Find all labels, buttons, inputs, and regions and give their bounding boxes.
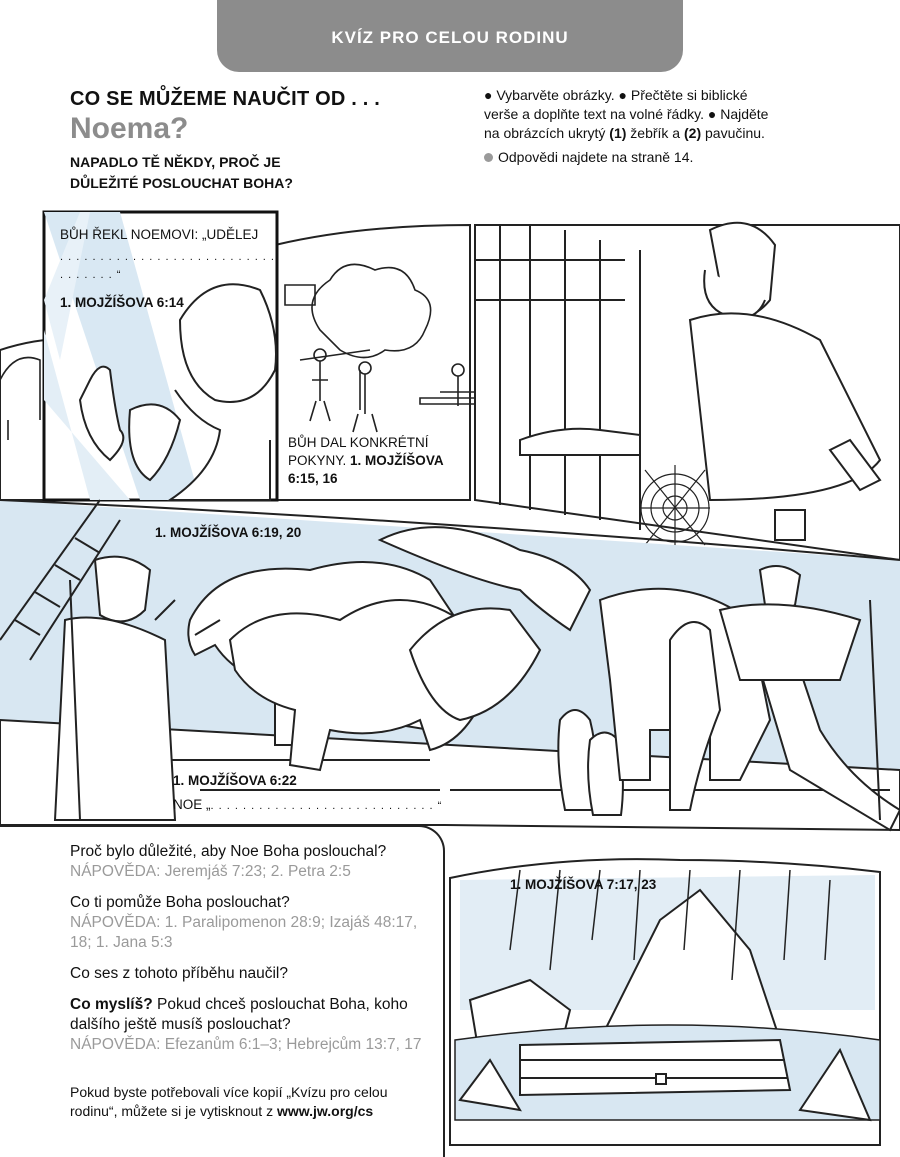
instr-text: pavučinu.	[701, 125, 765, 141]
quiz-hint: NÁPOVĚDA: 1. Paralipomenon 28:9; Izajáš 48:17, 18; 1. Jana 5:3	[70, 914, 418, 951]
quiz-question: Co ti pomůže Boha poslouchat?	[70, 894, 290, 911]
fill-in-blank-1[interactable]: . . . . . . . . . . . . . . . . . . . . . . . . . . . . . . . . . . “	[60, 251, 275, 281]
quiz-hint: NÁPOVĚDA: Efezanům 6:1–3; Hebrejcům 13:7, 17	[70, 1036, 422, 1053]
answers-note-text: Odpovědi najdete na straně 14.	[498, 149, 694, 165]
scene-label-7-17	[510, 876, 656, 894]
subtitle-line1: NAPADLO TĚ NĚKDY, PROČ JE	[70, 154, 281, 170]
instr-num-1: (1)	[609, 125, 627, 141]
instructions-scene-label	[288, 434, 468, 488]
scripture-ref-6-19: 1. MOJŽÍŠOVA 6:19, 20	[155, 525, 302, 540]
scene-label-6-19	[155, 524, 301, 542]
scripture-ref-7-17: 1. MOJŽÍŠOVA 7:17, 23	[510, 877, 657, 892]
bullet-dot-icon	[484, 153, 493, 162]
quiz-hint: NÁPOVĚDA: Jeremjáš 7:23; 2. Petra 2:5	[70, 863, 351, 880]
instructions-line2: verše a doplňte text na volné řádky. ● Najděte	[484, 106, 769, 122]
quiz-question-bold: Co myslíš?	[70, 996, 153, 1013]
scripture-ref-6-15-a: 1. MOJŽÍŠOVA	[350, 453, 444, 468]
subtitle-line2: DŮLEŽITÉ POSLOUCHAT BOHA?	[70, 175, 293, 191]
header-tab-label: KVÍZ PRO CELOU RODINU	[331, 28, 569, 47]
quiz-question: Co ses z tohoto příběhu naučil?	[70, 965, 288, 982]
scripture-ref-6-14: 1. MOJŽÍŠOVA 6:14	[60, 295, 184, 310]
ark-boat-drawing	[520, 1040, 790, 1095]
instructions	[484, 86, 814, 143]
header-tab	[217, 0, 683, 72]
instr-num-2: (2)	[684, 125, 702, 141]
title-block	[70, 88, 430, 194]
quiz-item	[70, 893, 440, 953]
spider-web-drawing	[640, 465, 710, 550]
quiz-questions	[70, 842, 440, 1066]
page-subtitle	[70, 152, 430, 194]
noah-quote-prefix: NOE „	[173, 797, 211, 812]
website-link[interactable]: www.jw.org/cs	[276, 1103, 374, 1119]
quiz-item	[70, 842, 440, 882]
quiz-question	[70, 995, 440, 1035]
scene-label-6-22	[173, 772, 443, 815]
answers-note	[484, 149, 693, 165]
page-title-line1: CO SE MŮŽEME NAUČIT OD . . .	[70, 88, 381, 110]
instr-text: na obrázcích ukrytý	[484, 125, 610, 141]
instr-text: žebřík a	[626, 125, 684, 141]
page-title-noah: Noema?	[70, 112, 189, 145]
scripture-ref-6-22: 1. MOJŽÍŠOVA 6:22	[173, 773, 297, 788]
inset-label	[60, 226, 275, 312]
quiz-question-text: Pokud chceš poslouchat Boha, koho dalšího ještě musíš poslouchat?	[70, 996, 408, 1033]
footer-note	[70, 1083, 430, 1121]
scripture-ref-6-15-b: 6:15, 16	[288, 471, 338, 486]
quiz-item	[70, 995, 440, 1055]
quiz-question: Proč bylo důležité, aby Noe Boha poslouchal?	[70, 843, 387, 860]
god-said-text: BŮH ŘEKL NOEMOVI: „UDĚLEJ	[60, 227, 259, 242]
quiz-item	[70, 964, 440, 984]
gave-instructions-line1: BŮH DAL KONKRÉTNÍ	[288, 435, 429, 450]
instructions-line3	[484, 124, 814, 143]
instructions-line1: ● Vybarvěte obrázky. ● Přečtěte si biblické	[484, 87, 748, 103]
footer-text: Pokud byste potřebovali více kopií „Kvízu pro celou rodinu“, můžete si je vytisknout z	[70, 1084, 388, 1119]
fill-in-blank-2[interactable]: . . . . . . . . . . . . . . . . . . . . . . . . . . . . “	[210, 800, 443, 812]
gave-instructions-line2: POKYNY.	[288, 453, 347, 468]
